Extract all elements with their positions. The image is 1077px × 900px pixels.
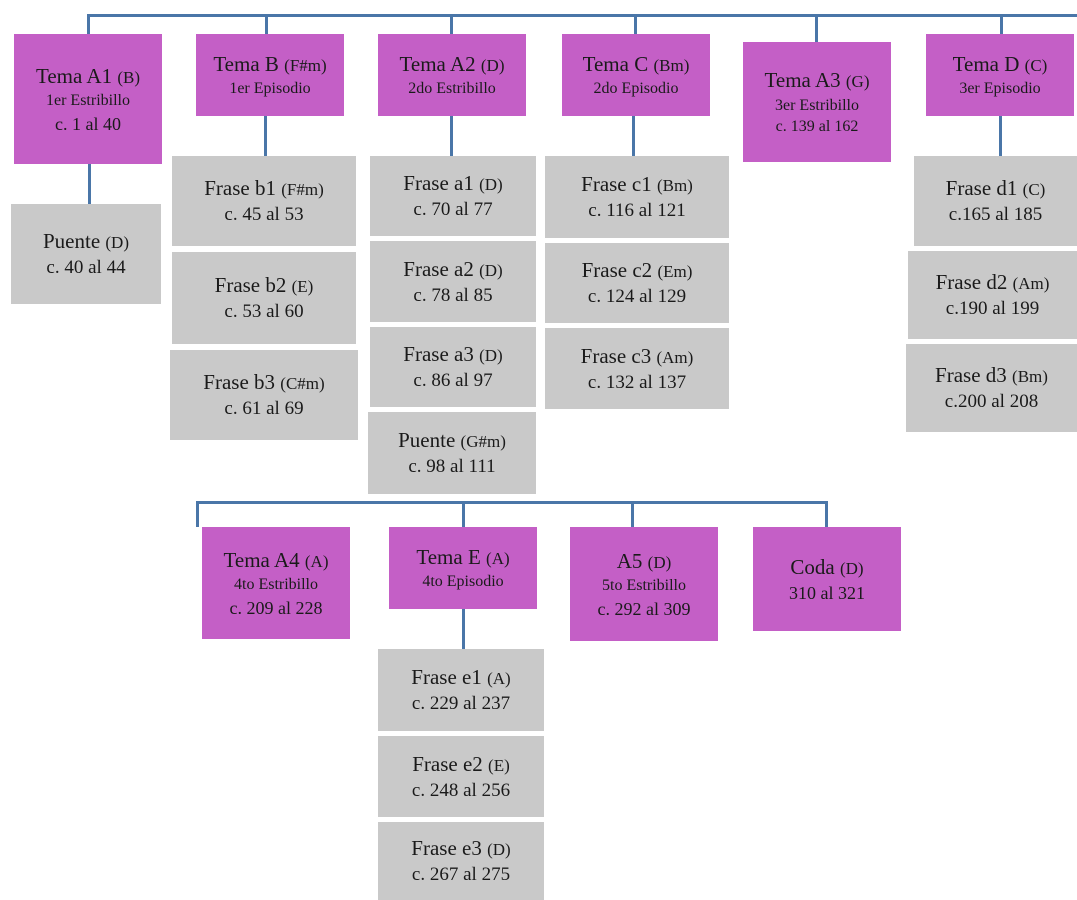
section-tema-e	[389, 527, 537, 609]
phrase-title: Frase c2 (Em)	[581, 258, 693, 282]
phrase-c2	[545, 243, 729, 323]
phrase-a3	[370, 327, 536, 407]
phrase-range: c. 61 al 69	[224, 398, 304, 420]
section-tema-c	[562, 34, 710, 116]
section-role: 3er Estribillo	[775, 96, 859, 114]
section-range: c. 292 al 309	[597, 598, 691, 619]
phrase-title: Frase b2 (E)	[214, 273, 314, 297]
phrase-e3	[378, 822, 544, 900]
phrase-range: c. 124 al 129	[587, 286, 687, 308]
phrase-title: Puente (G#m)	[398, 428, 506, 452]
phrase-title: Frase c3 (Am)	[580, 343, 694, 368]
section-title: Tema A1 (B)	[35, 63, 141, 88]
phrase-range: c. 98 al 111	[408, 456, 496, 478]
section-title: Tema E (A)	[416, 545, 510, 570]
phrase-title: Frase d3 (Bm)	[935, 363, 1048, 387]
top-drop-line-d	[1000, 14, 1003, 34]
section-role: 4to Estribillo	[234, 576, 318, 594]
section-tema-a3	[743, 42, 891, 162]
bottom-bus-line	[196, 501, 828, 504]
phrase-c3	[545, 328, 729, 409]
phrase-title: Frase e1 (A)	[411, 665, 511, 689]
phrase-range: c.200 al 208	[944, 391, 1039, 413]
phrase-title: Frase e3 (D)	[411, 836, 511, 860]
phrase-range: c.165 al 185	[948, 204, 1043, 226]
section-range: 310 al 321	[789, 583, 865, 604]
phrase-d3	[906, 344, 1077, 432]
section-role: 4to Episodio	[422, 573, 504, 591]
phrase-e1	[378, 649, 544, 731]
top-bus-line	[88, 14, 1077, 17]
phrase-title: Frase b1 (F#m)	[204, 176, 324, 200]
bottom-drop-line-a5	[631, 501, 634, 527]
b-child-line	[264, 116, 267, 156]
phrase-range: c. 45 al 53	[224, 204, 304, 226]
phrase-range: c. 86 al 97	[413, 370, 493, 392]
section-title: Tema A4 (A)	[223, 547, 329, 572]
phrase-range: c. 132 al 137	[587, 371, 687, 393]
phrase-e2	[378, 736, 544, 817]
phrase-b2	[172, 252, 356, 344]
section-title: Tema C (Bm)	[582, 52, 690, 77]
d-child-line	[999, 116, 1002, 156]
section-role: 1er Episodio	[229, 80, 311, 98]
section-range: c. 1 al 40	[55, 113, 121, 134]
section-coda	[753, 527, 901, 631]
phrase-range: c. 116 al 121	[588, 200, 686, 222]
phrase-title: Frase a1 (D)	[403, 171, 503, 195]
phrase-a2	[370, 241, 536, 322]
top-drop-line-a1	[87, 14, 90, 34]
section-range: c. 139 al 162	[775, 118, 859, 136]
phrase-title: Frase d2 (Am)	[935, 270, 1050, 294]
section-title: Coda (D)	[790, 554, 864, 579]
top-drop-line-b	[265, 14, 268, 34]
section-tema-a4	[202, 527, 350, 639]
section-role: 2do Estribillo	[408, 80, 496, 98]
phrase-range: c. 53 al 60	[224, 301, 304, 323]
bottom-drop-line-e	[462, 501, 465, 527]
phrase-title: Frase a3 (D)	[403, 342, 503, 366]
phrase-b3	[170, 350, 358, 440]
section-title: Tema A3 (G)	[764, 68, 870, 93]
section-tema-a1	[14, 34, 162, 164]
section-tema-b	[196, 34, 344, 116]
phrase-range: c. 40 al 44	[46, 257, 126, 279]
phrase-title: Frase e2 (E)	[412, 751, 510, 776]
phrase-title: Frase c1 (Bm)	[581, 172, 693, 196]
phrase-range: c. 70 al 77	[413, 199, 493, 221]
section-title: A5 (D)	[616, 548, 672, 573]
phrase-title: Puente (D)	[42, 229, 129, 253]
phrase-c1	[545, 156, 729, 238]
top-drop-line-a2	[450, 14, 453, 34]
phrase-range: c. 267 al 275	[411, 864, 511, 886]
a1-child-line	[88, 164, 91, 204]
phrase-range: c.190 al 199	[945, 298, 1040, 320]
section-role: 3er Episodio	[959, 80, 1041, 98]
phrase-title: Frase b3 (C#m)	[203, 370, 325, 394]
section-a5	[570, 527, 718, 641]
section-role: 2do Episodio	[593, 80, 679, 98]
top-drop-line-c	[634, 14, 637, 34]
phrase-title: Frase a2 (D)	[403, 256, 503, 281]
bottom-drop-line-coda	[825, 501, 828, 527]
phrase-range: c. 229 al 237	[411, 693, 511, 715]
phrase-range: c. 248 al 256	[411, 779, 511, 801]
e-child-line	[462, 609, 465, 649]
a2-child-line	[450, 116, 453, 156]
phrase-range: c. 78 al 85	[413, 284, 493, 306]
section-tema-d	[926, 34, 1074, 116]
phrase-d1	[914, 156, 1077, 246]
section-title: Tema D (C)	[952, 52, 1048, 77]
phrase-b1	[172, 156, 356, 246]
section-tema-a2	[378, 34, 526, 116]
phrase-a1	[370, 156, 536, 236]
section-role: 1er Estribillo	[46, 92, 130, 110]
section-title: Tema B (F#m)	[213, 52, 327, 77]
section-title: Tema A2 (D)	[399, 52, 505, 77]
bottom-drop-line-a4	[196, 501, 199, 527]
top-drop-line-a3	[815, 14, 818, 42]
phrase-puente-a2	[368, 412, 536, 494]
phrase-puente-a1	[11, 204, 161, 304]
c-child-line	[632, 116, 635, 156]
section-role: 5to Estribillo	[602, 577, 686, 595]
section-range: c. 209 al 228	[229, 597, 323, 618]
phrase-d2	[908, 251, 1077, 339]
phrase-title: Frase d1 (C)	[945, 176, 1046, 200]
